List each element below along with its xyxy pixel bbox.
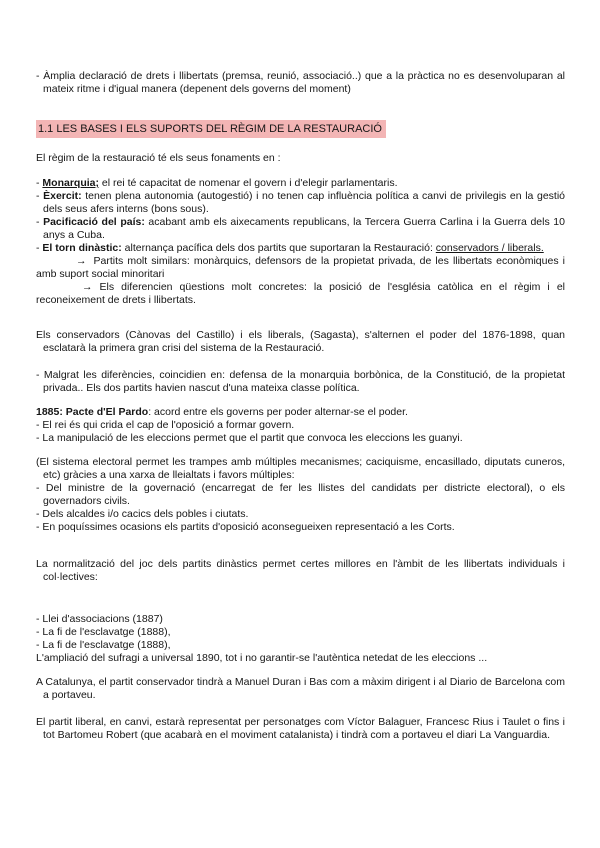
- term-monarquia: Monarquia;: [42, 177, 100, 189]
- bullet-dash: -: [36, 190, 44, 202]
- list-item: L'ampliació del sufragi a universal 1890, tot i no garantir-se l'autèntica netedat de les eleccions ...: [36, 652, 488, 664]
- sistema-electoral-block: [36, 456, 565, 534]
- paragraph-coincidencies: - Malgrat les diferències, coincidien en: defensa de la monarquia borbònica, de la Constitució, de la propietat privada.. Els dos partits havien nascut d'una mateixa classe política.: [36, 369, 565, 394]
- list-item: - La fi de l'esclavatge (1888),: [36, 626, 171, 638]
- paragraph-alternanca: Els conservadors (Cànovas del Castillo) i els liberals, (Sagasta), s'alternen el poder del 1876-1898, quan esclatarà la primera gran crisi del sistema de la Restauració.: [36, 329, 565, 354]
- millores-list: [36, 613, 565, 665]
- list-item: - Del ministre de la governació (encarregat de fer les llistes del candidats per districte electoral), o els governadors civils.: [36, 482, 565, 507]
- underlined-conservadors-liberals: conservadors / liberals.: [435, 242, 544, 254]
- note-text: Els diferencien qüestions molt concretes: la posició de l'església catòlica en el règim i el reconeixement de drets i llibertats.: [36, 281, 565, 306]
- list-item: - El rei és qui crida el cap de l'oposició a formar govern.: [36, 419, 295, 431]
- term-pacificacio: Pacificació del país:: [43, 216, 145, 228]
- foundations-list: [36, 177, 565, 307]
- list-item: - La manipulació de les eleccions permet que el partit que convoca les eleccions les guanyi.: [36, 432, 463, 444]
- term-torn-desc: alternança pacífica dels dos partits que suportaran la Restauració:: [121, 242, 436, 254]
- term-exercit: Èxercit:: [43, 190, 82, 202]
- term-exercit-desc: tenen plena autonomia (autogestió) i no tenen cap influència política a canvi de privilegis en la gestió dels seus afers interns (bons sous).: [43, 190, 565, 215]
- term-monarquia-desc: el rei té capacitat de nomenar el govern i d'elegir parlamentaris.: [99, 177, 398, 189]
- list-item: - Llei d'associacions (1887): [36, 613, 163, 625]
- list-item-exercit: [36, 190, 565, 216]
- list-item: - Dels alcaldes i/o cacics dels pobles i ciutats.: [36, 508, 249, 520]
- pacte-pardo-lead: [36, 406, 565, 419]
- paragraph-catalunya-liberal: El partit liberal, en canvi, estarà representat per personatges com Víctor Balaguer, Francesc Rius i Taulet o fins i tot Bartomeu Robert (que acabarà en el moviment catalanista) i tindrà com a portaveu el diari La Vanguardia.: [36, 716, 565, 741]
- note-partits-similars: [36, 255, 565, 281]
- note-diferencies: [36, 281, 565, 307]
- list-item-pacificacio: [36, 216, 565, 242]
- term-pacificacio-desc: acabant amb els aixecaments republicans, la Tercera Guerra Carlina i la Guerra dels 10 anys a Cuba.: [43, 216, 565, 241]
- term-pacte-pardo: 1885: Pacte d'El Pardo: [36, 406, 149, 418]
- note-text: Partits molt similars: monàrquics, defensors de la propietat privada, de les llibertats econòmiques i amb suport social minoritari: [36, 255, 565, 280]
- bullet-dash: -: [36, 177, 43, 189]
- intro-paragraph: - Àmplia declaració de drets i llibertats (premsa, reunió, associació..) que a la pràctica no es desenvoluparan al mateix ritme i d'igual manera (depenent dels governs del moment): [36, 70, 565, 95]
- sistema-electoral-intro: (El sistema electoral permet les trampes amb múltiples mecanismes; caciquisme, encasillado, diputats cuneros, etc) gràcies a una xarxa de lleialtats i favors múltiples:: [36, 456, 565, 481]
- list-item: - La fi de l'esclavatge (1888),: [36, 639, 171, 651]
- list-item-torn-dinastic: [36, 242, 565, 255]
- list-item: - En poquíssimes ocasions els partits d'oposició aconsegueixen representació a les Corts.: [36, 521, 455, 533]
- pacte-pardo-block: [36, 406, 565, 445]
- bullet-dash: -: [36, 242, 43, 254]
- section-heading: [36, 120, 565, 138]
- heading-highlight: 1.1 LES BASES I ELS SUPORTS DEL RÈGIM DE LA RESTAURACIÓ: [36, 120, 386, 138]
- paragraph-normalitzacio: La normalització del joc dels partits dinàstics permet certes millores en l'àmbit de les llibertats individuals i col·lectives:: [36, 558, 565, 583]
- list-item-monarquia: [36, 177, 565, 190]
- right-arrow-icon: →: [82, 281, 93, 293]
- term-torn-dinastic: El torn dinàstic:: [42, 242, 122, 254]
- foundations-lead-in: El règim de la restauració té els seus fonaments en :: [36, 152, 281, 164]
- pacte-pardo-desc: : acord entre els governs per poder alternar-se el poder.: [148, 406, 408, 418]
- paragraph-catalunya-conservador: A Catalunya, el partit conservador tindrà a Manuel Duran i Bas com a màxim dirigent i al Diario de Barcelona com a portaveu.: [36, 676, 565, 701]
- right-arrow-icon: →: [76, 255, 87, 267]
- bullet-dash: -: [36, 216, 44, 228]
